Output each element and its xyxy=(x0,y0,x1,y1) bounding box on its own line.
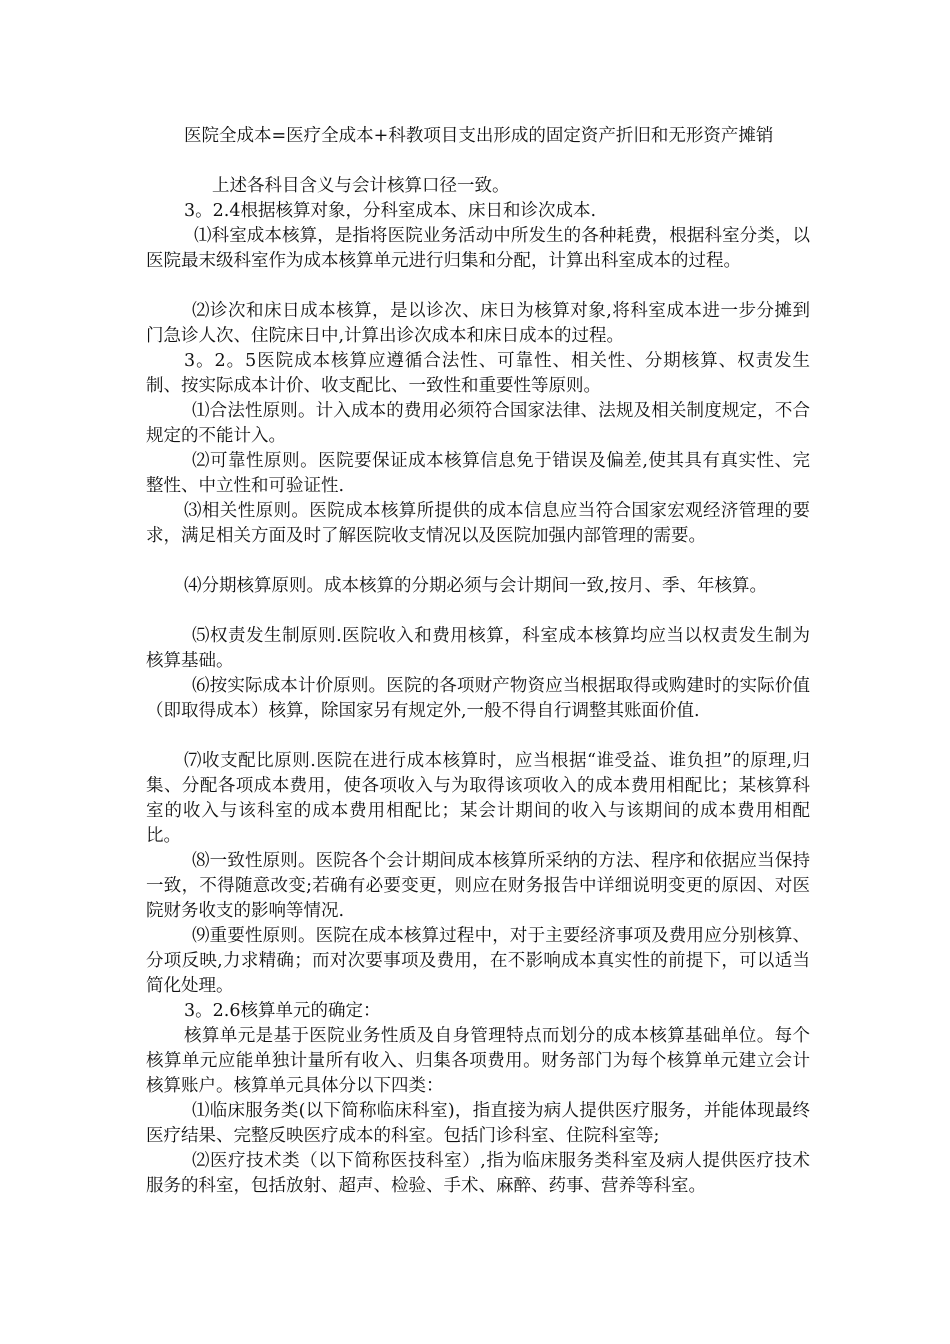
paragraph-principle-9: ⑼重要性原则。医院在成本核算过程中，对于主要经济事项及费用应分别核算、分项反映,力求精确；而对次要事项及费用，在不影响成本真实性的前提下，可以适当简化处理。 xyxy=(146,926,810,996)
paragraph-principle-1: ⑴合法性原则。计入成本的费用必须符合国家法律、法规及相关制度规定，不合规定的不能计入。 xyxy=(146,401,810,446)
paragraph-principle-4: ⑷分期核算原则。成本核算的分期必须与会计期间一致,按月、季、年核算。 xyxy=(184,576,768,596)
paragraph-unit-type-2: ⑵医疗技术类（以下简称医技科室）,指为临床服务类科室及病人提供医疗技术服务的科室，包括放射、超声、检验、手术、麻醉、药事、营养等科室。 xyxy=(146,1151,810,1196)
paragraph-accounting-unit: 核算单元是基于医院业务性质及自身管理特点而划分的成本核算基础单位。每个核算单元应能单独计量所有收入、归集各项费用。财务部门为每个核算单元建立会计核算账户。核算单元具体分以下四类： xyxy=(146,1026,810,1096)
paragraph-3-2-6: 3。2.6核算单元的确定： xyxy=(184,1001,381,1021)
paragraph-3-2-4: 3。2.4根据核算对象，分科室成本、床日和诊次成本. xyxy=(184,201,597,221)
paragraph-principle-8: ⑻一致性原则。医院各个会计期间成本核算所采纳的方法、程序和依据应当保持一致，不得随意改变;若确有必要变更，则应在财务报告中详细说明变更的原因、对医院财务收支的影响等情况. xyxy=(146,851,810,921)
paragraph-3-2-5: 3。2。5医院成本核算应遵循合法性、可靠性、相关性、分期核算、权责发生制、按实际成本计价、收支配比、一致性和重要性等原则。 xyxy=(146,351,810,396)
paragraph-principle-3: ⑶相关性原则。医院成本核算所提供的成本信息应当符合国家宏观经济管理的要求，满足相关方面及时了解医院收支情况以及医院加强内部管理的需要。 xyxy=(146,501,810,546)
paragraph-dept-cost: ⑴科室成本核算，是指将医院业务活动中所发生的各种耗费，根据科室分类，以医院最末级科室作为成本核算单元进行归集和分配，计算出科室成本的过程。 xyxy=(146,226,810,271)
paragraph-account-note: 上述各科目含义与会计核算口径一致。 xyxy=(212,176,510,196)
paragraph-principle-7: ⑺收支配比原则.医院在进行成本核算时，应当根据“谁受益、谁负担”的原理,归集、分配各项成本费用，使各项收入与为取得该项收入的成本费用相配比；某核算科室的收入与该科室的成本费用相配比；某会计期间的收入与该期间的成本费用相配比。 xyxy=(146,751,810,846)
paragraph-principle-6: ⑹按实际成本计价原则。医院的各项财产物资应当根据取得或购建时的实际价值（即取得成本）核算，除国家另有规定外,一般不得自行调整其账面价值. xyxy=(146,676,810,721)
paragraph-visit-bed-cost: ⑵诊次和床日成本核算，是以诊次、床日为核算对象,将科室成本进一步分摊到门急诊人次、住院床日中,计算出诊次成本和床日成本的过程。 xyxy=(146,301,810,346)
paragraph-principle-5: ⑸权责发生制原则.医院收入和费用核算，科室成本核算均应当以权责发生制为核算基础。 xyxy=(146,626,810,671)
paragraph-total-cost: 医院全成本=医疗全成本+科教项目支出形成的固定资产折旧和无形资产摊销 xyxy=(184,126,774,146)
paragraph-unit-type-1: ⑴临床服务类(以下简称临床科室)，指直接为病人提供医疗服务，并能体现最终医疗结果、完整反映医疗成本的科室。包括门诊科室、住院科室等; xyxy=(146,1101,810,1146)
paragraph-principle-2: ⑵可靠性原则。医院要保证成本核算信息免于错误及偏差,使其具有真实性、完整性、中立性和可验证性. xyxy=(146,451,810,496)
